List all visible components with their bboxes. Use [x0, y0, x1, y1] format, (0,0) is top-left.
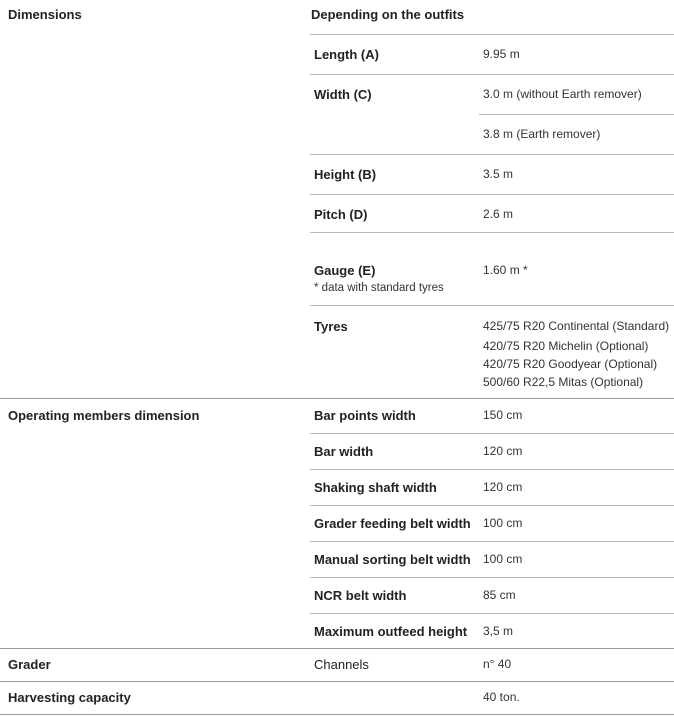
section-subtitle: Depending on the outfits: [311, 7, 465, 22]
spec-label-channels: Channels: [314, 657, 369, 672]
spec-label-tyres: Tyres: [314, 319, 348, 334]
divider: [310, 541, 674, 542]
divider: [310, 34, 674, 35]
spec-value-width-2: 3.8 m (Earth remover): [483, 127, 601, 141]
divider: [479, 114, 674, 115]
spec-value-height: 3.5 m: [483, 167, 514, 181]
spec-value-pitch: 2.6 m: [483, 207, 514, 221]
spec-value-ncr-belt-width: 85 cm: [483, 588, 516, 602]
spec-value-tyres-3: 420/75 R20 Goodyear (Optional): [483, 357, 658, 371]
divider: [310, 154, 674, 155]
spec-value-bar-points-width: 150 cm: [483, 408, 523, 422]
spec-label-grader-feeding-belt-width: Grader feeding belt width: [314, 516, 471, 531]
spec-value-shaking-shaft-width: 120 cm: [483, 480, 523, 494]
spec-label-pitch: Pitch (D): [314, 207, 368, 222]
section-title-dimensions: Dimensions: [8, 7, 82, 22]
divider: [310, 613, 674, 614]
spec-value-harvesting-capacity: 40 ton.: [483, 690, 520, 704]
spec-note-gauge: * data with standard tyres: [314, 282, 444, 294]
section-title-harvesting: Harvesting capacity: [8, 690, 131, 705]
spec-label-length: Length (A): [314, 47, 379, 62]
divider: [0, 398, 674, 399]
spec-label-shaking-shaft-width: Shaking shaft width: [314, 480, 437, 495]
spec-label-height: Height (B): [314, 167, 377, 182]
divider: [310, 194, 674, 195]
spec-value-grader-feeding-belt-width: 100 cm: [483, 516, 523, 530]
spec-label-ncr-belt-width: NCR belt width: [314, 588, 407, 603]
spec-value-width-1: 3.0 m (without Earth remover): [483, 87, 642, 101]
spec-value-maximum-outfeed-height: 3,5 m: [483, 624, 514, 638]
divider: [0, 681, 674, 682]
divider: [310, 577, 674, 578]
spec-label-bar-points-width: Bar points width: [314, 408, 416, 423]
divider: [310, 505, 674, 506]
divider: [310, 232, 674, 233]
spec-value-length: 9.95 m: [483, 47, 520, 61]
spec-value-manual-sorting-belt-width: 100 cm: [483, 552, 523, 566]
spec-label-width: Width (C): [314, 87, 372, 102]
spec-value-bar-width: 120 cm: [483, 444, 523, 458]
spec-label-gauge: Gauge (E): [314, 263, 376, 278]
divider: [0, 648, 674, 649]
divider: [0, 714, 674, 715]
divider: [310, 74, 674, 75]
spec-label-bar-width: Bar width: [314, 444, 374, 459]
divider: [310, 469, 674, 470]
divider: [310, 433, 674, 434]
section-title-operating: Operating members dimension: [8, 408, 200, 423]
divider: [310, 305, 674, 306]
spec-value-tyres-4: 500/60 R22,5 Mitas (Optional): [483, 375, 644, 389]
spec-label-maximum-outfeed-height: Maximum outfeed height: [314, 624, 468, 639]
spec-value-channels: n° 40: [483, 657, 512, 671]
section-title-grader: Grader: [8, 657, 51, 672]
spec-value-tyres-1: 425/75 R20 Continental (Standard): [483, 319, 670, 333]
spec-label-manual-sorting-belt-width: Manual sorting belt width: [314, 552, 471, 567]
spec-value-tyres-2: 420/75 R20 Michelin (Optional): [483, 339, 649, 353]
spec-value-gauge: 1.60 m *: [483, 263, 528, 277]
